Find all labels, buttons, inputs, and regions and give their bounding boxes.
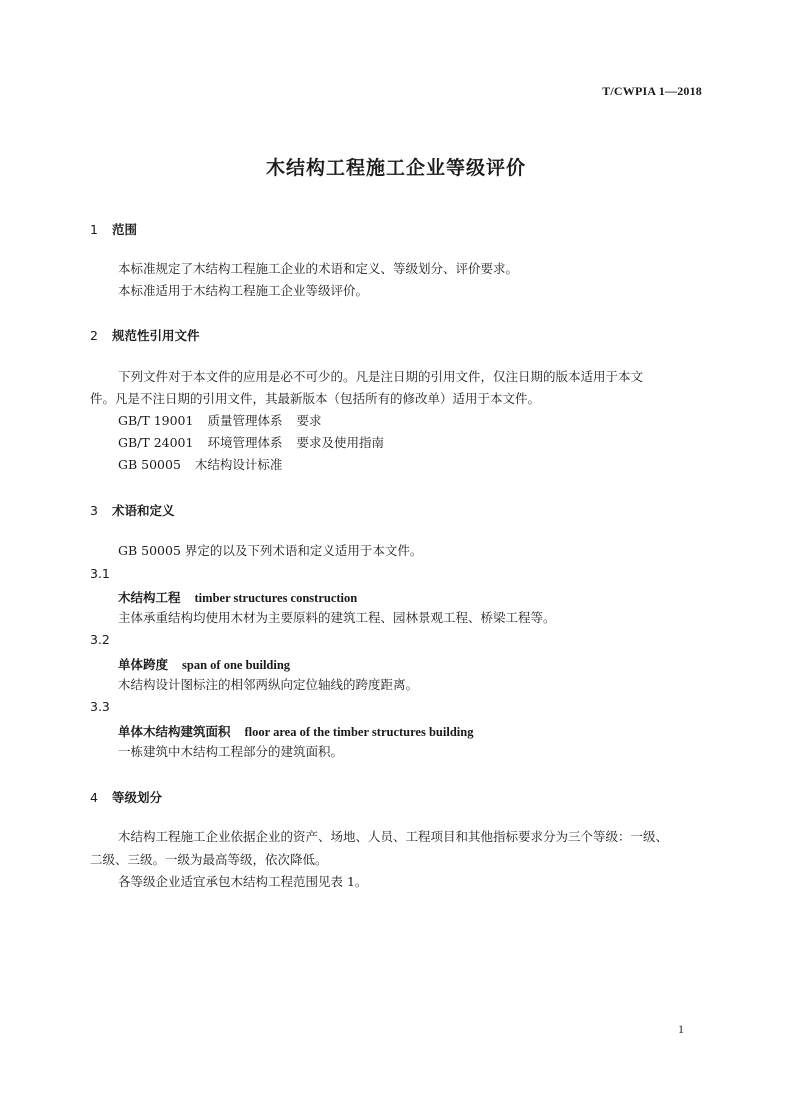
- reference-item: [118, 434, 384, 452]
- term-chinese: 单体木结构建筑面积: [118, 724, 231, 739]
- section-title: 等级划分: [112, 790, 163, 805]
- section-3-intro: GB 50005 界定的以及下列术语和定义适用于本文件。: [118, 543, 423, 558]
- section-title: 规范性引用文件: [112, 328, 200, 343]
- term-definition: 主体承重结构均使用木材为主要原料的建筑工程、园林景观工程、桥梁工程等。: [118, 610, 556, 625]
- reference-extra: 要求及使用指南: [296, 435, 384, 450]
- standard-code: T/CWPIA 1—2018: [602, 84, 702, 98]
- section-number: 3: [90, 503, 98, 518]
- term-title: [118, 655, 290, 673]
- section-number: 4: [90, 790, 98, 805]
- section-4-heading: [90, 788, 162, 806]
- document-title: 木结构工程施工企业等级评价: [265, 157, 526, 179]
- reference-title: 木结构设计标准: [194, 457, 283, 472]
- section-title: 术语和定义: [112, 503, 175, 518]
- section-title: 范围: [112, 222, 138, 237]
- section-2-paragraph-line-2: 件。凡是不注日期的引用文件，其最新版本（包括所有的修改单）适用于本文件。: [90, 391, 541, 406]
- section-1-paragraph-1: 本标准规定了木结构工程施工企业的术语和定义、等级划分、评价要求。: [118, 261, 519, 276]
- reference-code: GB 50005: [118, 457, 181, 472]
- reference-extra: 要求: [296, 413, 322, 428]
- reference-item: [118, 412, 322, 430]
- reference-item: [118, 456, 282, 474]
- reference-title: 质量管理体系: [207, 413, 283, 428]
- term-number: 3.3: [90, 699, 110, 714]
- term-title: [118, 588, 357, 606]
- section-1-heading: [90, 220, 137, 238]
- term-english: timber structures construction: [194, 591, 358, 605]
- term-english: span of one building: [182, 658, 291, 672]
- term-title: [118, 722, 473, 740]
- section-4-paragraph-2: 各等级企业适宜承包木结构工程范围见表 1。: [118, 874, 368, 889]
- term-definition: 一栋建筑中木结构工程部分的建筑面积。: [118, 744, 344, 759]
- section-1-paragraph-2: 本标准适用于木结构工程施工企业等级评价。: [118, 283, 369, 298]
- term-english: floor area of the timber structures building: [244, 725, 474, 739]
- term-number: 3.1: [90, 566, 110, 581]
- term-chinese: 单体跨度: [118, 657, 169, 672]
- term-chinese: 木结构工程: [118, 590, 181, 605]
- section-number: 2: [90, 328, 98, 343]
- term-definition: 木结构设计图标注的相邻两纵向定位轴线的跨度距离。: [118, 677, 419, 692]
- section-4-paragraph-line-1: 木结构工程施工企业依据企业的资产、场地、人员、工程项目和其他指标要求分为三个等级：一级、: [118, 829, 669, 844]
- section-2-heading: [90, 326, 200, 344]
- reference-title: 环境管理体系: [207, 435, 283, 450]
- reference-code: GB/T 19001: [118, 413, 194, 428]
- reference-code: GB/T 24001: [118, 435, 194, 450]
- term-number: 3.2: [90, 632, 110, 647]
- section-4-paragraph-line-2: 二级、三级。一级为最高等级，依次降低。: [90, 852, 328, 867]
- page-number: 1: [678, 1022, 684, 1036]
- section-number: 1: [90, 222, 98, 237]
- section-3-heading: [90, 501, 175, 519]
- section-2-paragraph-line-1: 下列文件对于本文件的应用是必不可少的。凡是注日期的引用文件，仅注日期的版本适用于本文: [118, 369, 644, 384]
